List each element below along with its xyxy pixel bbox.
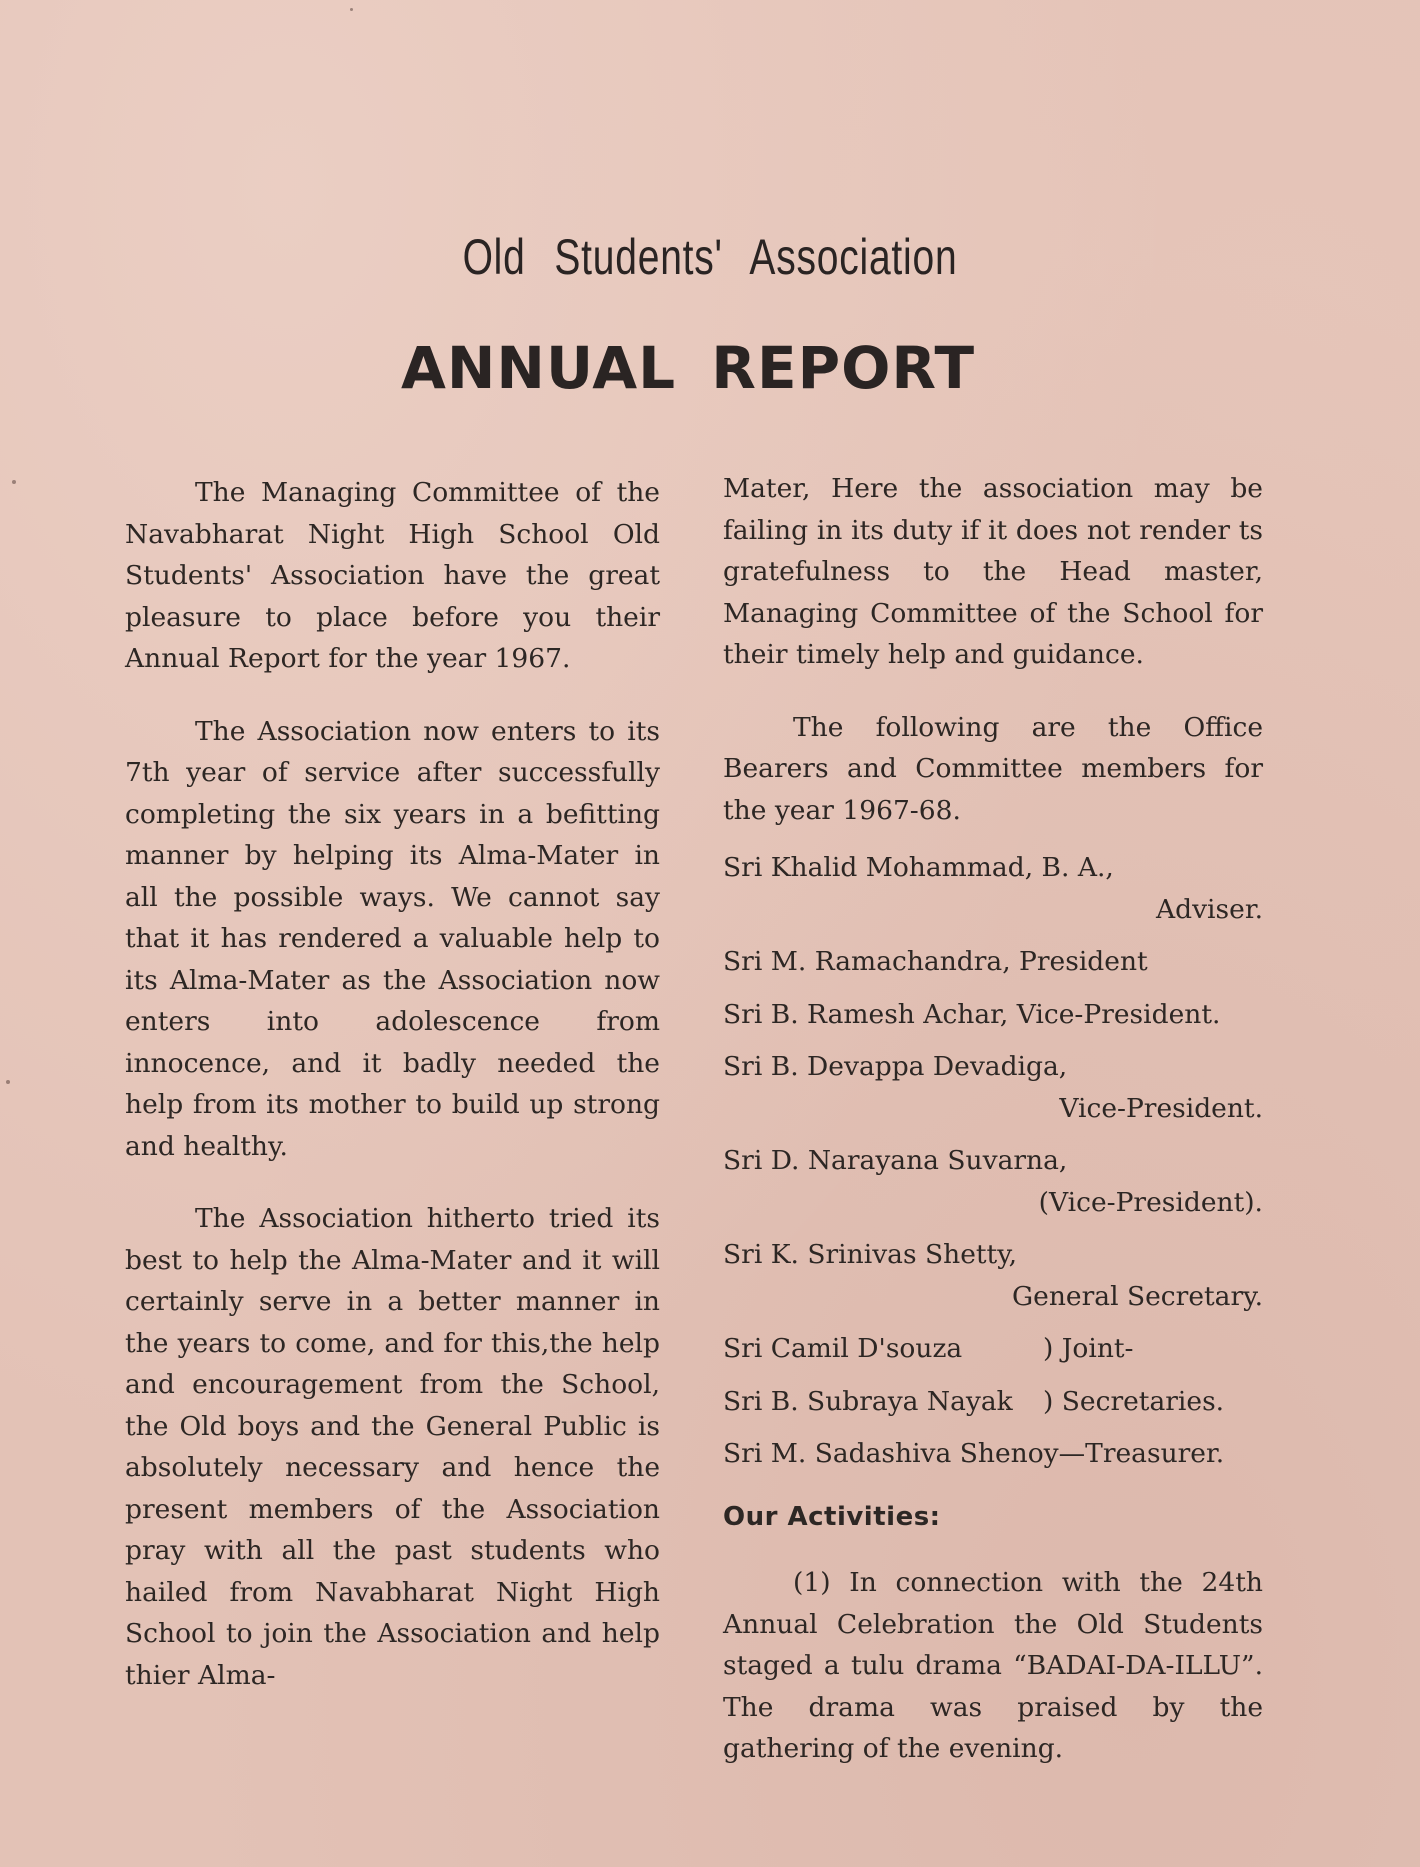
activity-paragraph: (1) In connection with the 24th Annual Celebration the Old Students staged a tulu drama “BADAI-DA-ILLU”. The drama was praised by the gathering of the evening. — [723, 1567, 1263, 1764]
office-bearer-entry — [723, 847, 1263, 930]
service-paragraph: The Association now enters to its 7th year of service after successfully completing the six years in a befitting manner by helping its Alma-Mater in all the possible ways. We cannot say that it has rendered a valuable help to its Alma-Mater as the Association now enters into adolescence from innocence, and it badly needed the help from its mother to build up strong and healthy. — [125, 715, 660, 1162]
member-role: ) Secretaries. — [1043, 1385, 1225, 1417]
member-name: Sri Camil D'souza — [723, 1333, 963, 1364]
office-bearer-entry — [723, 1046, 1263, 1129]
activities-heading: Our Activities: — [723, 1501, 941, 1532]
office-bearer-entry — [723, 994, 1263, 1036]
office-bearer-entry — [723, 1140, 1263, 1223]
paper-speck — [12, 480, 16, 484]
member-role: Vice-President. — [1059, 1092, 1263, 1124]
office-bearers-intro: The following are the Office Bearers and Committee members for the year 1967-68. — [723, 711, 1263, 826]
member-name: Sri B. Ramesh Achar, Vice-President. — [723, 998, 1221, 1030]
office-bearers-list — [723, 847, 1263, 1475]
joint-secretary-entry — [723, 1328, 1263, 1370]
member-name: Sri K. Srinivas Shetty, — [723, 1239, 1018, 1270]
member-name: Sri B. Devappa Devadiga, — [723, 1051, 1068, 1082]
joint-secretary-entry — [723, 1381, 1263, 1423]
continuation-paragraph: Mater, Here the association may be failing in its duty if it does not render ts gratefulness to the Head master, Managing Committee of the School for their timely help and guidance. — [723, 473, 1263, 670]
member-role: General Secretary. — [1012, 1280, 1263, 1312]
member-name: Sri M. Ramachandra, President — [723, 946, 1148, 977]
paper-speck — [350, 8, 353, 11]
intro-paragraph: The Managing Committee of the Navabharat Night High School Old Students' Association have the great pleasure to place before you their Annual Report for the year 1967. — [125, 477, 660, 674]
document-title: Old Students' Association — [462, 229, 958, 285]
member-name: Sri D. Narayana Suvarna, — [723, 1145, 1068, 1176]
document-subtitle: ANNUAL REPORT — [400, 334, 976, 402]
office-bearer-entry — [723, 941, 1263, 983]
member-name: Sri B. Subraya Nayak — [723, 1385, 1013, 1417]
member-name: Sri Khalid Mohammad, B. A., — [723, 852, 1114, 883]
member-name: Sri M. Sadashiva Shenoy—Treasurer. — [723, 1438, 1225, 1469]
member-role: (Vice-President). — [1038, 1186, 1263, 1218]
right-column — [723, 468, 1263, 1801]
paper-speck — [6, 1080, 10, 1084]
left-column — [125, 472, 660, 1727]
treasurer-entry — [723, 1433, 1263, 1475]
member-role: Adviser. — [1155, 893, 1263, 925]
appeal-paragraph: The Association hitherto tried its best to help the Alma-Mater and it will certainly serve in a better manner in the years to come, and for this,the help and encouragement from the School, the Old boys and the General Public is absolutely necessary and hence the present members of the Association pray with all the past students who hailed from Navabharat Night High School to join the Association and help thier Alma- — [125, 1203, 660, 1691]
member-role: ) Joint- — [1043, 1333, 1134, 1364]
office-bearer-entry — [723, 1234, 1263, 1317]
